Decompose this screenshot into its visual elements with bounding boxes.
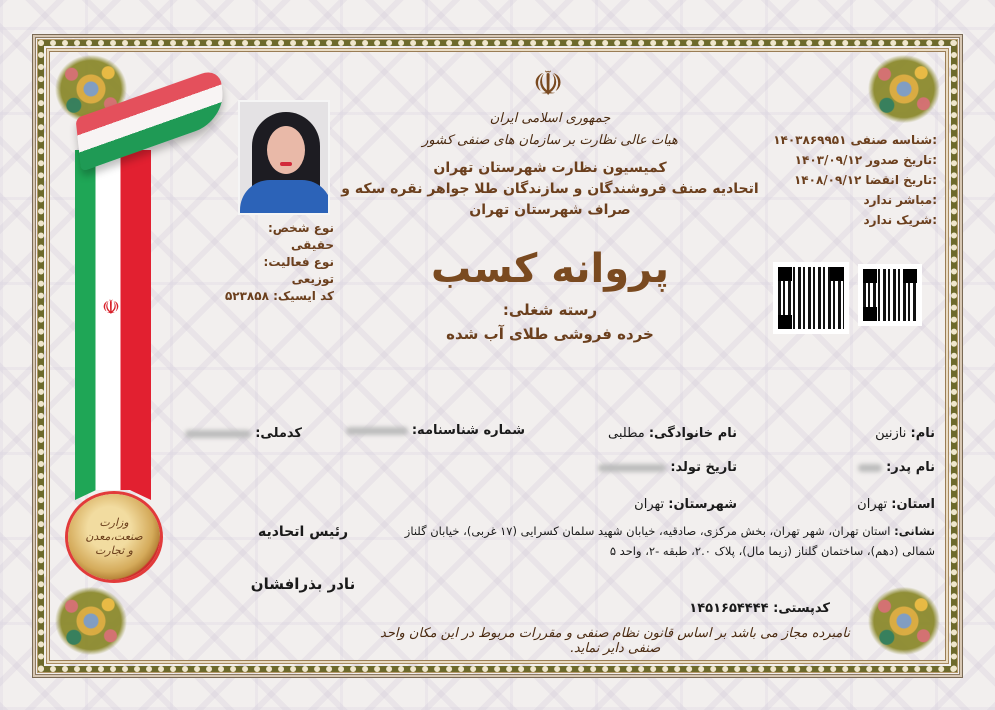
authority-name: هیات عالی نظارت بر سازمان های صنفی کشور — [422, 133, 678, 148]
redacted-value — [185, 430, 251, 438]
manager-row: مباشر: ندارد — [863, 193, 937, 207]
guild-id-row: شناسه صنفی: ۱۴۰۳۸۶۹۹۵۱ — [773, 133, 937, 147]
qr-code-2[interactable] — [858, 264, 922, 326]
union-name-line-2: صراف شهرستان تهران — [469, 202, 631, 218]
redacted-value — [346, 427, 408, 435]
id-number-field: شماره شناسنامه: — [346, 422, 525, 440]
seal-line-2: صنعت،معدن — [85, 530, 143, 543]
flag-ribbon — [75, 150, 151, 490]
first-name-field: نام: نازنین — [875, 426, 935, 441]
isic-code: کد ایسیک: ۵۲۳۸۵۸ — [224, 289, 334, 303]
footer-note: نامبرده مجاز می باشد بر اساس قانون نظام صنفی و مقررات مربوط در این مکان واحد صنفی دایر نماید. — [380, 626, 850, 656]
person-meta — [222, 220, 334, 305]
issue-date-row: تاریخ صدور: ۱۴۰۳/۰۹/۱۲ — [794, 153, 937, 167]
address-field: نشانی: استان تهران، شهر تهران، بخش مرکزی، صادقیه، خیابان شهید سلمان کسرایی (۱۷ غربی)، خیابان گلناز شمالی (دهم)، ساختمان گلناز (زیما مال)، پلاک ۲.۰، طبقه -۲، واحد ۵ — [404, 524, 935, 558]
redacted-value — [858, 464, 882, 472]
partner-row: شریک: ندارد — [863, 213, 937, 227]
national-code-field: کدملی: — [185, 425, 302, 443]
commission-name: کمیسیون نظارت شهرستان تهران — [433, 160, 667, 176]
country-name: جمهوری اسلامی ایران — [489, 111, 611, 126]
qr-code-1[interactable] — [773, 262, 849, 334]
city-field: شهرستان: تهران — [634, 497, 737, 512]
business-category — [380, 298, 720, 346]
license-info — [737, 130, 937, 230]
holder-photo — [238, 100, 330, 215]
document-title: پروانه کسب — [431, 246, 669, 292]
person-type: نوع شخص: حقیقی — [267, 221, 334, 252]
header-block — [330, 108, 770, 221]
last-name-field: نام خانوادگی: مطلبی — [608, 426, 737, 441]
province-field: استان: تهران — [857, 497, 935, 512]
national-emblem-icon: ☫ — [532, 64, 564, 104]
father-name-field: نام پدر: — [858, 459, 935, 477]
postal-code-field: کدپستی: ۱۴۵۱۶۵۴۴۴۴ — [689, 601, 830, 616]
category-value: خرده فروشی طلای آب شده — [446, 325, 654, 343]
iran-emblem-icon: ☫ — [102, 295, 120, 319]
expiry-date-row: تاریخ انقضا: ۱۴۰۸/۰۹/۱۲ — [793, 173, 937, 187]
birth-date-field: تاریخ تولد: — [598, 459, 737, 477]
seal-line-3: و تجارت — [95, 544, 133, 557]
union-name-line-1: اتحادیه صنف فروشندگان و سازندگان طلا جواهر نقره سکه و — [341, 181, 759, 197]
signatory-title: رئیس اتحادیه — [257, 524, 349, 540]
ministry-seal — [68, 494, 160, 580]
category-label: رسته شغلی: — [502, 301, 598, 319]
seal-line-1: وزارت — [99, 516, 129, 529]
signatory-name: نادر بذرافشان — [250, 575, 356, 593]
redacted-value — [598, 464, 666, 472]
activity-type: نوع فعالیت: توزیعی — [263, 255, 334, 286]
